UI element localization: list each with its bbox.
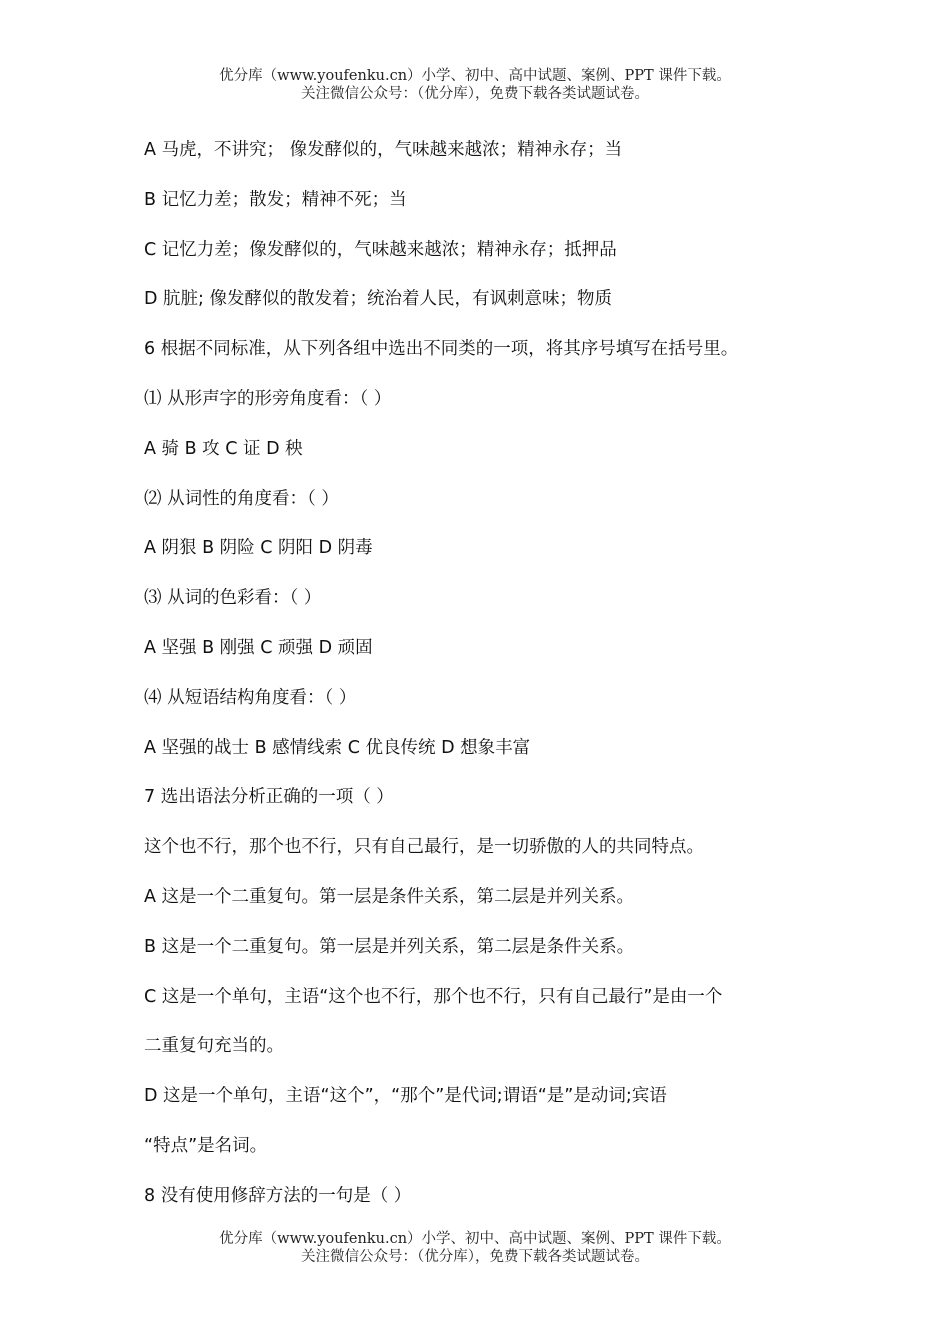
text-line: C 记忆力差；像发酵似的，气味越来越浓；精神永存；抵押品 bbox=[144, 239, 617, 260]
header-line-1: 优分库（www.youfenku.cn）小学、初中、高中试题、案例、PPT 课件下载。 bbox=[219, 68, 731, 84]
text-line: “特点”是名词。 bbox=[144, 1135, 268, 1156]
page-footer bbox=[0, 1230, 950, 1266]
text-line: 这个也不行，那个也不行，只有自己最行，是一切骄傲的人的共同特点。 bbox=[144, 837, 704, 858]
page-header bbox=[0, 67, 950, 103]
header-line-2: 关注微信公众号：（优分库），免费下载各类试题试卷。 bbox=[301, 86, 649, 102]
text-line: A 这是一个二重复句。第一层是条件关系，第二层是并列关系。 bbox=[144, 886, 635, 907]
text-line: ⑵ 从词性的角度看：（ ） bbox=[144, 488, 339, 509]
text-line: ⑴ 从形声字的形旁角度看：（ ） bbox=[144, 388, 392, 409]
text-line: C 这是一个单句，主语“这个也不行，那个也不行，只有自己最行”是由一个 bbox=[144, 986, 723, 1007]
text-line: A 阴狠 B 阴险 C 阴阳 D 阴毒 bbox=[144, 538, 373, 559]
text-line: D 肮脏; 像发酵似的散发着；统治着人民，有讽刺意味；物质 bbox=[144, 289, 612, 310]
text-line: 8 没有使用修辞方法的一句是（ ） bbox=[144, 1185, 412, 1206]
footer-line-2: 关注微信公众号：（优分库），免费下载各类试题试卷。 bbox=[301, 1249, 649, 1265]
text-line: 6 根据不同标准，从下列各组中选出不同类的一项，将其序号填写在括号里。 bbox=[144, 339, 739, 360]
text-line: A 骑 B 攻 C 证 D 秧 bbox=[144, 438, 303, 459]
text-line: 二重复句充当的。 bbox=[144, 1036, 284, 1057]
text-line: D 这是一个单句，主语“这个”，“那个”是代词;谓语“是”是动词;宾语 bbox=[144, 1086, 667, 1107]
text-line: ⑶ 从词的色彩看：（ ） bbox=[144, 588, 322, 609]
text-line: B 这是一个二重复句。第一层是并列关系，第二层是条件关系。 bbox=[144, 936, 635, 957]
text-line: 7 选出语法分析正确的一项（ ） bbox=[144, 787, 394, 808]
text-line: ⑷ 从短语结构角度看：（ ） bbox=[144, 687, 357, 708]
document-body bbox=[144, 138, 824, 1234]
text-line: B 记忆力差；散发；精神不死；当 bbox=[144, 189, 407, 210]
text-line: A 坚强的战士 B 感情线索 C 优良传统 D 想象丰富 bbox=[144, 737, 531, 758]
footer-line-1: 优分库（www.youfenku.cn）小学、初中、高中试题、案例、PPT 课件下载。 bbox=[219, 1231, 731, 1247]
text-line: A 坚强 B 刚强 C 顽强 D 顽固 bbox=[144, 637, 373, 658]
text-line: A 马虎，不讲究； 像发酵似的，气味越来越浓；精神永存；当 bbox=[144, 140, 623, 160]
